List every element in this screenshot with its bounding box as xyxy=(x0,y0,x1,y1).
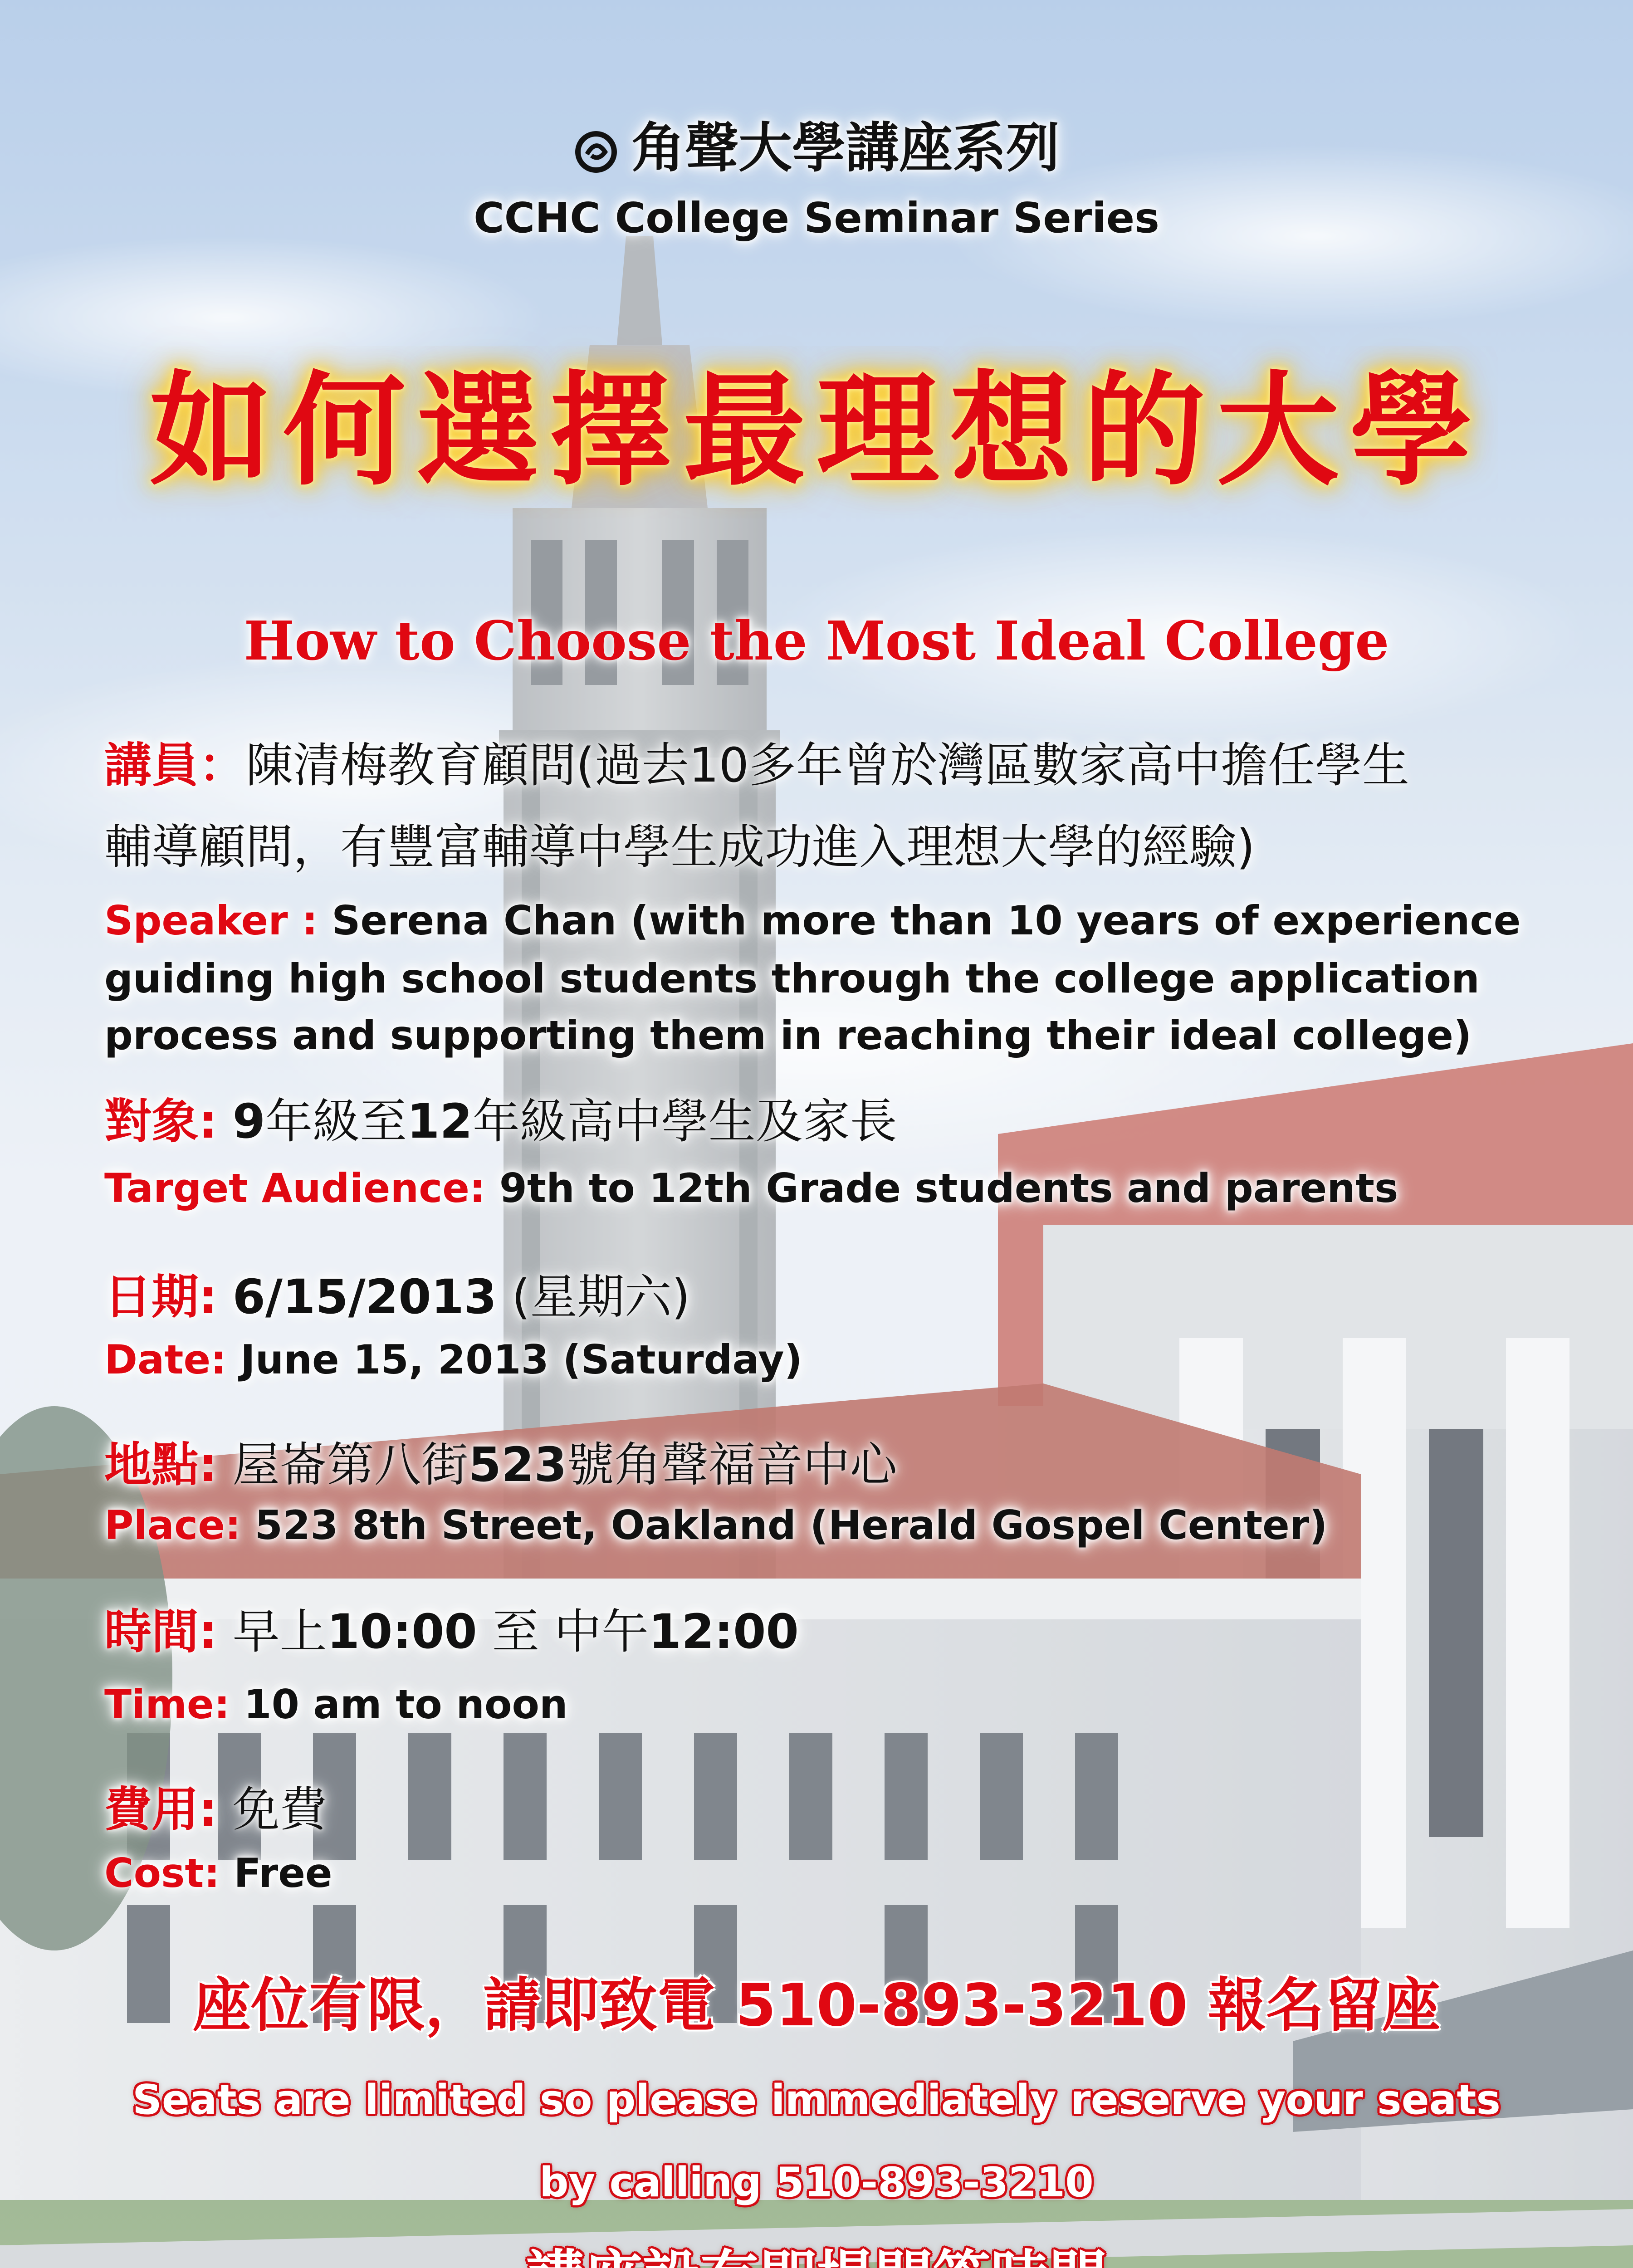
cost-label-en: Cost: xyxy=(104,1850,220,1897)
main-title-en: How to Choose the Most Ideal College xyxy=(0,611,1633,670)
audience-zh-text-a: 年級至 xyxy=(265,1094,407,1149)
main-title-zh: 如何選擇最理想的大學 xyxy=(0,363,1633,498)
place-zh-text-b: 號角聲福音中心 xyxy=(567,1437,897,1492)
time-zh-start: 10:00 xyxy=(327,1604,477,1659)
series-title-en: CCHC College Seminar Series xyxy=(0,195,1633,241)
speaker-zh-line-2: 輔導顧問，有豐富輔導中學生成功進入理想大學的經驗) xyxy=(104,821,1255,873)
audience-en-value: 9th to 12th Grade students and parents xyxy=(499,1165,1398,1212)
speaker-en-line-3: process and supporting them in reaching their ideal college) xyxy=(104,1014,1472,1058)
time-label-zh: 時間: xyxy=(104,1604,218,1659)
time-label-en: Time: xyxy=(104,1681,230,1728)
date-label-zh: 日期: xyxy=(104,1269,218,1325)
place-zh-text-a: 屋崙第八街 xyxy=(233,1437,469,1492)
date-zh-value: 6/15/2013 xyxy=(233,1269,497,1325)
audience-zh-grade-start: 9 xyxy=(233,1094,265,1149)
speaker-en-line-2: guiding high school students through the college application xyxy=(104,957,1480,1001)
place-label-en: Place: xyxy=(104,1502,241,1549)
registration-en-line-2: by calling 510-893-3210 xyxy=(0,2160,1633,2205)
cost-zh-value: 免費 xyxy=(233,1782,327,1837)
date-en-value: June 15, 2013 (Saturday) xyxy=(240,1336,802,1383)
speaker-label-en: Speaker : xyxy=(104,897,318,944)
registration-zh: 座位有限，請即致電 510-893-3210 報名留座 xyxy=(0,1974,1633,2038)
date-zh-weekday: (星期六) xyxy=(512,1269,690,1325)
audience-label-zh: 對象: xyxy=(104,1094,218,1149)
place-en-value: 523 8th Street, Oakland (Herald Gospel Center) xyxy=(255,1502,1328,1549)
time-zh-end: 12:00 xyxy=(649,1604,799,1659)
time-en-value: 10 am to noon xyxy=(244,1681,567,1728)
series-title-zh-text: 角聲大學講座系列 xyxy=(631,117,1060,179)
cost-en-value: Free xyxy=(234,1850,332,1897)
audience-zh-grade-end: 12 xyxy=(407,1094,473,1149)
speaker-label-zh: 講員： xyxy=(104,738,246,793)
time-zh-text-a: 早上 xyxy=(233,1604,327,1659)
cost-label-zh: 費用: xyxy=(104,1782,218,1837)
place-zh-number: 523 xyxy=(469,1437,567,1492)
time-zh-text-b: 至 中午 xyxy=(477,1604,649,1659)
audience-zh-text-b: 年級高中學生及家長 xyxy=(473,1094,897,1149)
registration-en-line-1: Seats are limited so please immediately reserve your seats xyxy=(0,2077,1633,2122)
place-label-zh: 地點: xyxy=(104,1437,218,1492)
speaker-en-text-1: Serena Chan (with more than 10 years of experience xyxy=(332,897,1521,944)
speaker-zh-text-1: 陳清梅教育顧問(過去10多年曾於灣區數家高中擔任學生 xyxy=(246,738,1409,793)
audience-label-en: Target Audience: xyxy=(104,1165,485,1212)
date-label-en: Date: xyxy=(104,1336,226,1383)
